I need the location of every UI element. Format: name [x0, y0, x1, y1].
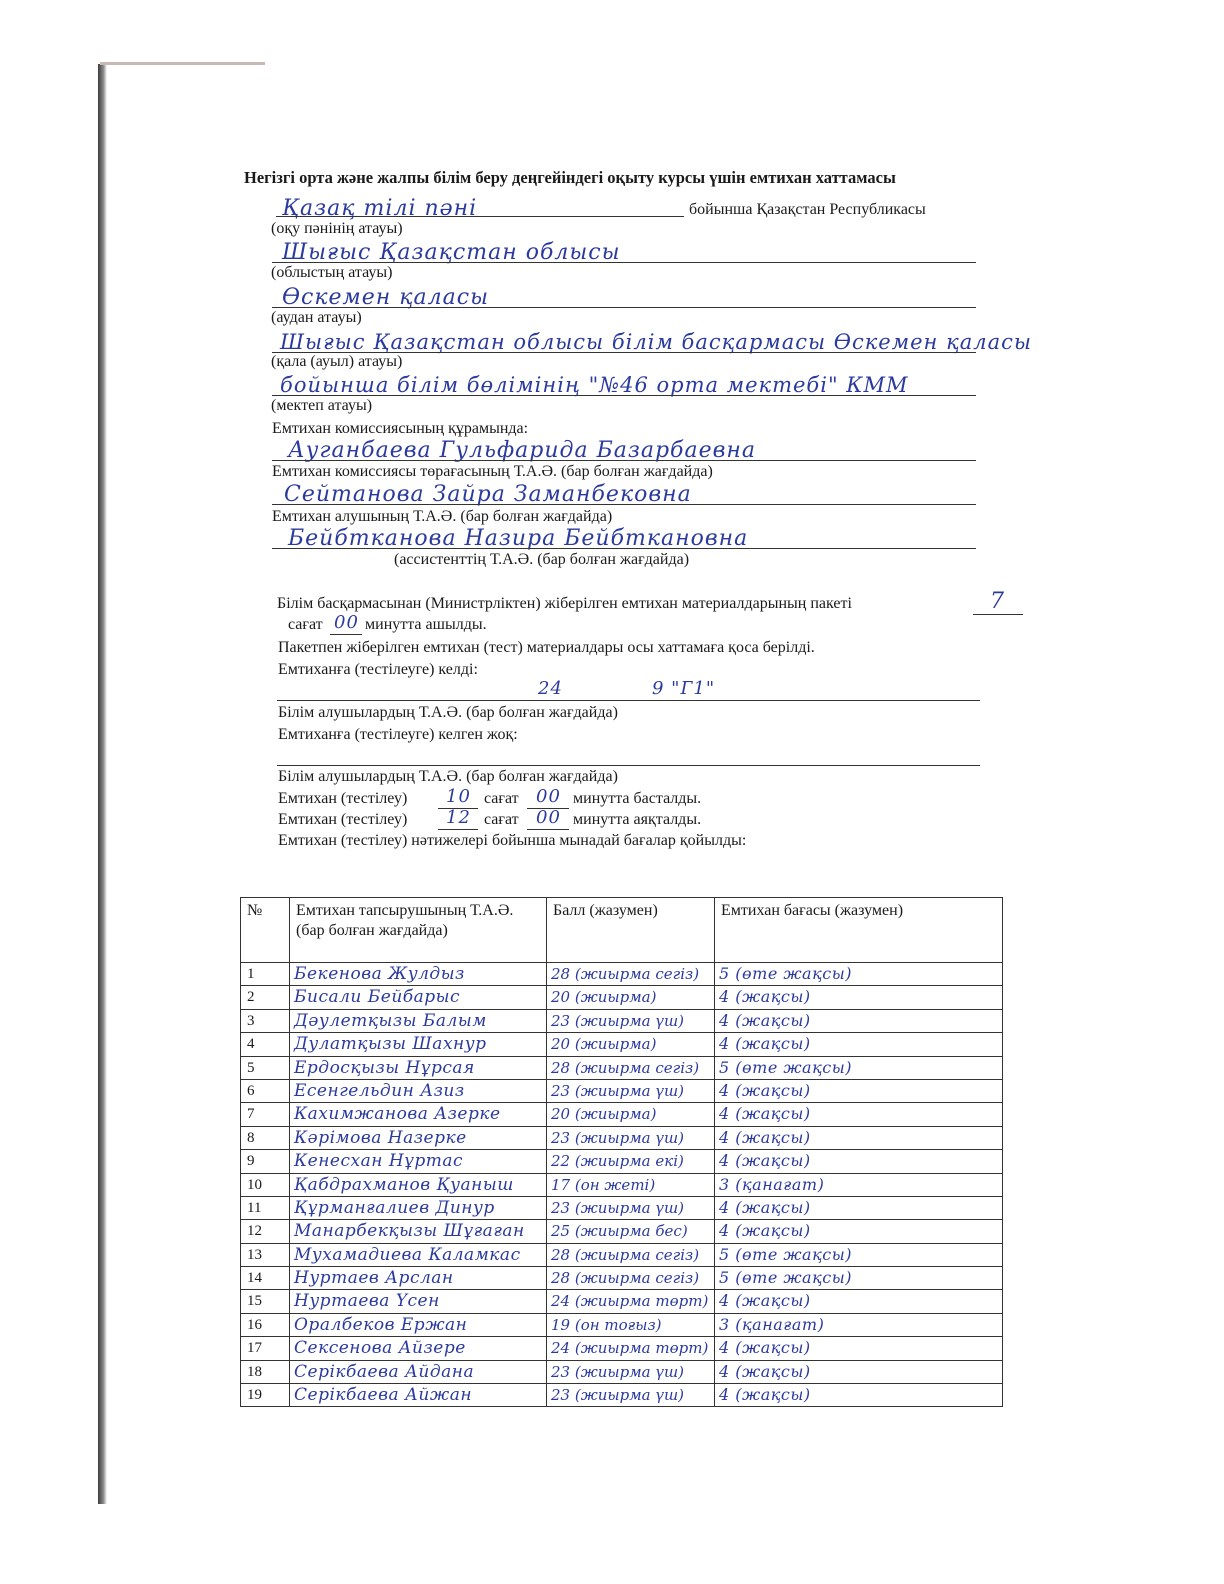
row-name: Құрманғалиев Динур — [290, 1196, 547, 1219]
table-row — [241, 1337, 1003, 1360]
package-minute-line — [330, 634, 362, 635]
table-row — [241, 1290, 1003, 1313]
end-hour: 12 — [446, 807, 471, 828]
table-row — [241, 1267, 1003, 1290]
grades-table — [240, 897, 1003, 1407]
came-class: 9 "Г1" — [652, 678, 716, 699]
came-count: 24 — [538, 678, 563, 699]
chair-label: Емтихан комиссиясы төрағасының Т.А.Ә. (бар болған жағдайда) — [272, 463, 713, 480]
scan-edge-left — [98, 64, 107, 1504]
row-grade: 5 (өте жақсы) — [715, 1267, 1003, 1290]
school-label: (мектеп атауы) — [271, 397, 373, 414]
table-row — [241, 1103, 1003, 1126]
start-minute: 00 — [536, 786, 561, 807]
row-name: Нуртаева Үсен — [290, 1290, 547, 1313]
results-intro: Емтихан (тестілеу) нәтижелері бойынша мынадай бағалар қойылды: — [278, 832, 747, 849]
students-label-1: Білім алушылардың Т.А.Ә. (бар болған жағдайда) — [278, 704, 618, 721]
package-line2-suffix: минутта ашылды. — [365, 616, 487, 633]
row-num: 15 — [241, 1290, 290, 1313]
row-num: 5 — [241, 1056, 290, 1079]
came-label: Емтиханға (тестілеуге) келді: — [278, 661, 478, 678]
header-num: № — [241, 898, 290, 963]
table-row — [241, 1150, 1003, 1173]
row-score: 23 (жиырма үш) — [547, 1009, 715, 1032]
row-name: Бекенова Жулдыз — [290, 963, 547, 986]
end-minute-line — [527, 829, 569, 830]
assistant-line — [272, 548, 976, 549]
package-hour-line — [973, 614, 1023, 615]
row-score: 28 (жиырма сегіз) — [547, 1267, 715, 1290]
row-name: Оралбеков Ержан — [290, 1313, 547, 1336]
end-mid: сағат — [484, 811, 519, 828]
end-hour-line — [438, 829, 478, 830]
document-title: Негізгі орта және жалпы білім беру деңгейіндегі оқыту курсы үшін емтихан хаттамасы — [244, 168, 896, 187]
row-name: Дәулетқызы Балым — [290, 1009, 547, 1032]
subject-line — [276, 216, 684, 217]
header-grade: Емтихан бағасы (жазумен) — [715, 898, 1003, 963]
row-grade: 3 (қанағат) — [715, 1313, 1003, 1336]
row-score: 24 (жиырма төрт) — [547, 1337, 715, 1360]
row-name: Серікбаева Айдана — [290, 1360, 547, 1383]
row-score: 23 (жиырма үш) — [547, 1384, 715, 1407]
row-score: 22 (жиырма екі) — [547, 1150, 715, 1173]
row-num: 4 — [241, 1033, 290, 1056]
scan-edge-top — [100, 62, 265, 65]
district-value: Өскемен қаласы — [282, 285, 490, 310]
package-minute: 00 — [334, 612, 359, 633]
absent-line — [277, 765, 980, 766]
row-score: 23 (жиырма үш) — [547, 1079, 715, 1102]
row-grade: 4 (жақсы) — [715, 1196, 1003, 1219]
row-name: Кәрімова Назерке — [290, 1126, 547, 1149]
table-row — [241, 1056, 1003, 1079]
row-grade: 4 (жақсы) — [715, 1337, 1003, 1360]
row-score: 25 (жиырма бес) — [547, 1220, 715, 1243]
row-score: 17 (он жеті) — [547, 1173, 715, 1196]
row-grade: 4 (жақсы) — [715, 1009, 1003, 1032]
row-score: 20 (жиырма) — [547, 1033, 715, 1056]
start-prefix: Емтихан (тестілеу) — [278, 790, 408, 807]
row-name: Серікбаева Айжан — [290, 1384, 547, 1407]
came-line — [277, 700, 980, 701]
region-value: Шығыс Қазақстан облысы — [282, 240, 621, 265]
row-score: 23 (жиырма үш) — [547, 1126, 715, 1149]
header-score: Балл (жазумен) — [547, 898, 715, 963]
table-row — [241, 963, 1003, 986]
row-name: Есенгельдин Азиз — [290, 1079, 547, 1102]
row-grade: 4 (жақсы) — [715, 1033, 1003, 1056]
examiner-line — [272, 504, 976, 505]
table-row — [241, 1033, 1003, 1056]
row-score: 19 (он тоғыз) — [547, 1313, 715, 1336]
row-grade: 4 (жақсы) — [715, 1126, 1003, 1149]
row-grade: 4 (жақсы) — [715, 1360, 1003, 1383]
table-row — [241, 1009, 1003, 1032]
table-row — [241, 986, 1003, 1009]
row-name: Кахимжанова Азерке — [290, 1103, 547, 1126]
table-row — [241, 1384, 1003, 1407]
absent-label: Емтиханға (тестілеуге) келген жоқ: — [278, 726, 518, 743]
row-name: Дулатқызы Шахнур — [290, 1033, 547, 1056]
subject-value: Қазақ тілі пәні — [282, 196, 478, 221]
row-num: 16 — [241, 1313, 290, 1336]
row-grade: 3 (қанағат) — [715, 1173, 1003, 1196]
row-name: Бисали Бейбарыс — [290, 986, 547, 1009]
header-name: Емтихан тапсырушының Т.А.Ә. (бар болған жағдайда) — [290, 898, 547, 963]
row-grade: 4 (жақсы) — [715, 1220, 1003, 1243]
row-grade: 4 (жақсы) — [715, 986, 1003, 1009]
subject-label: (оқу пәнінің атауы) — [271, 220, 403, 237]
row-num: 17 — [241, 1337, 290, 1360]
district-line — [272, 307, 976, 308]
row-num: 7 — [241, 1103, 290, 1126]
city-label: (қала (ауыл) атауы) — [271, 353, 403, 370]
table-row — [241, 1360, 1003, 1383]
start-hour: 10 — [446, 786, 471, 807]
package-hour: 7 — [990, 589, 1005, 614]
table-row — [241, 1196, 1003, 1219]
commission-intro: Емтихан комиссиясының құрамында: — [272, 420, 529, 437]
row-grade: 4 (жақсы) — [715, 1290, 1003, 1313]
row-name: Нуртаев Арслан — [290, 1267, 547, 1290]
school-line — [272, 395, 976, 396]
table-row — [241, 1126, 1003, 1149]
table-header-row — [241, 898, 1003, 963]
region-label: (облыстың атауы) — [271, 264, 393, 281]
end-minute: 00 — [536, 807, 561, 828]
row-num: 18 — [241, 1360, 290, 1383]
city-value: Шығыс Қазақстан облысы білім басқармасы Өскемен қаласы — [280, 330, 1033, 354]
start-suffix: минутта басталды. — [573, 790, 702, 807]
school-value: бойынша білім бөлімінің "№46 орта мектебі" КММ — [280, 373, 909, 397]
row-num: 8 — [241, 1126, 290, 1149]
row-grade: 5 (өте жақсы) — [715, 1243, 1003, 1266]
row-num: 11 — [241, 1196, 290, 1219]
assistant-label: (ассистенттің Т.А.Ә. (бар болған жағдайда) — [394, 551, 690, 568]
end-suffix: минутта аяқталды. — [573, 811, 702, 828]
row-score: 24 (жиырма төрт) — [547, 1290, 715, 1313]
attached-text: Пакетпен жіберілген емтихан (тест) материалдары осы хаттамаға қоса берілді. — [278, 639, 815, 656]
row-num: 1 — [241, 963, 290, 986]
assistant-value: Бейбтканова Назира Бейбткановна — [288, 526, 749, 551]
row-name: Ердосқызы Нұрсая — [290, 1056, 547, 1079]
row-grade: 5 (өте жақсы) — [715, 963, 1003, 986]
row-num: 6 — [241, 1079, 290, 1102]
row-name: Сексенова Айзере — [290, 1337, 547, 1360]
row-score: 20 (жиырма) — [547, 1103, 715, 1126]
end-prefix: Емтихан (тестілеу) — [278, 811, 408, 828]
table-row — [241, 1220, 1003, 1243]
chair-line — [272, 460, 976, 461]
row-num: 10 — [241, 1173, 290, 1196]
row-grade: 4 (жақсы) — [715, 1103, 1003, 1126]
row-name: Қабдрахманов Қуаныш — [290, 1173, 547, 1196]
row-num: 13 — [241, 1243, 290, 1266]
region-line — [272, 262, 976, 263]
row-num: 2 — [241, 986, 290, 1009]
row-grade: 4 (жақсы) — [715, 1384, 1003, 1407]
row-num: 9 — [241, 1150, 290, 1173]
row-score: 28 (жиырма сегіз) — [547, 963, 715, 986]
row-score: 23 (жиырма үш) — [547, 1196, 715, 1219]
row-name: Кенесхан Нұртас — [290, 1150, 547, 1173]
row-grade: 4 (жақсы) — [715, 1079, 1003, 1102]
row-grade: 5 (өте жақсы) — [715, 1056, 1003, 1079]
examiner-label: Емтихан алушының Т.А.Ә. (бар болған жағдайда) — [272, 508, 613, 525]
table-row — [241, 1079, 1003, 1102]
row-name: Мухамадиева Каламкас — [290, 1243, 547, 1266]
row-grade: 4 (жақсы) — [715, 1150, 1003, 1173]
row-score: 23 (жиырма үш) — [547, 1360, 715, 1383]
students-label-2: Білім алушылардың Т.А.Ә. (бар болған жағдайда) — [278, 768, 618, 785]
package-line1: Білім басқармасынан (Министрліктен) жіберілген емтихан материалдарының пакеті — [277, 595, 852, 612]
row-score: 28 (жиырма сегіз) — [547, 1243, 715, 1266]
district-label: (аудан атауы) — [271, 309, 362, 326]
row-num: 12 — [241, 1220, 290, 1243]
examiner-value: Сейтанова Зайра Заманбековна — [284, 482, 692, 507]
subject-suffix: бойынша Қазақстан Республикасы — [689, 201, 926, 218]
row-score: 28 (жиырма сегіз) — [547, 1056, 715, 1079]
chair-value: Ауганбаева Гульфарида Базарбаевна — [288, 438, 757, 463]
row-name: Манарбекқызы Шұғаған — [290, 1220, 547, 1243]
row-score: 20 (жиырма) — [547, 986, 715, 1009]
row-num: 3 — [241, 1009, 290, 1032]
table-row — [241, 1313, 1003, 1336]
table-row — [241, 1173, 1003, 1196]
package-line2-prefix: сағат — [288, 616, 323, 633]
start-mid: сағат — [484, 790, 519, 807]
row-num: 14 — [241, 1267, 290, 1290]
row-num: 19 — [241, 1384, 290, 1407]
table-row — [241, 1243, 1003, 1266]
